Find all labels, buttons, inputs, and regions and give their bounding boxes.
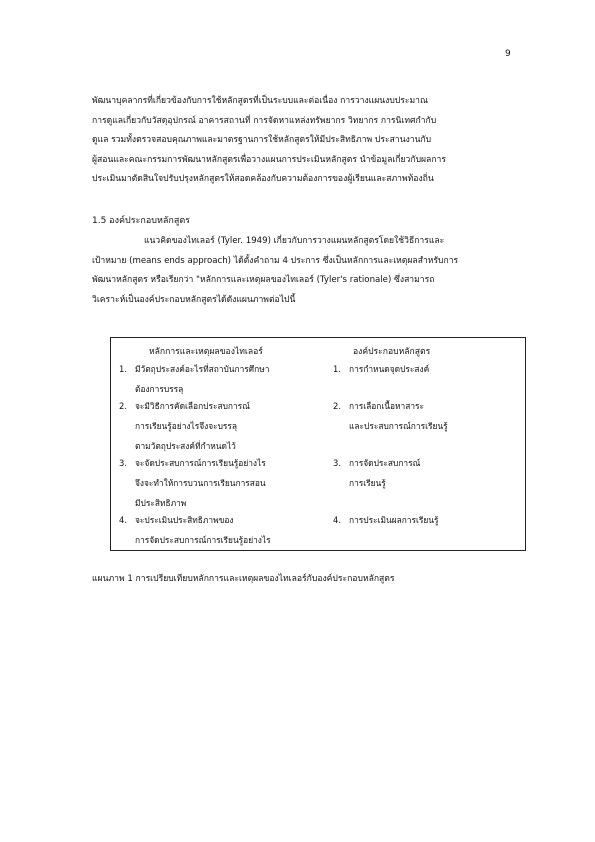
page-number: 9 xyxy=(505,49,511,59)
item-number: 4. xyxy=(333,515,341,525)
item-text: การเรียนรู้อย่างไรจึงจะบรรลุ xyxy=(135,421,238,431)
item-text: มีวัตถุประสงค์อะไรที่สถาบันการศึกษา xyxy=(135,364,270,374)
item-number: 3. xyxy=(333,458,341,468)
item-text: การจัดประสบการณ์ xyxy=(349,458,421,468)
paragraph-line: พัฒนาหลักสูตร หรือเรียกว่า "หลักการและเหตุผลของไทเลอร์ (Tyler's rationale) ซึ่งสามารถ xyxy=(92,275,435,286)
figure-caption: แผนภาพ 1 การเปรียบเทียบหลักการและเหตุผลของไทเลอร์กับองค์ประกอบหลักสูตร xyxy=(92,574,395,584)
item-text: ต้องการบรรลุ xyxy=(135,384,184,394)
right-column-header: องค์ประกอบหลักสูตร xyxy=(353,347,431,357)
item-number: 4. xyxy=(119,515,127,525)
paragraph-line: เป้าหมาย (means ends approach) ได้ตั้งคำถาม 4 ประการ ซึ่งเป็นหลักการและเหตุผลสำหรับการ xyxy=(92,255,459,266)
item-text: จะมีวิธีการคัดเลือกประสบการณ์ xyxy=(135,401,250,411)
comparison-diagram-box xyxy=(110,337,526,551)
item-text: จะจัดประสบการณ์การเรียนรู้อย่างไร xyxy=(135,458,266,468)
paragraph-line: การดูแลเกี่ยวกับวัสดุอุปกรณ์ อาคารสถานที่ การจัดหาแหล่งทรัพยากร วิทยากร การนิเทศกำกับ xyxy=(92,115,437,126)
paragraph-line: แนวคิดของไทเลอร์ (Tyler. 1949) เกี่ยวกับการวางแผนหลักสูตรโดยใช้วิธีการและ xyxy=(144,236,445,246)
item-text: จะประเมินประสิทธิภาพของ xyxy=(135,515,234,525)
paragraph-line: ดูแล รวมทั้งตรวจสอบคุณภาพและมาตรฐานการใช้หลักสูตรให้มีประสิทธิภาพ ประสานงานกับ xyxy=(92,135,432,146)
item-text: การประเมินผลการเรียนรู้ xyxy=(349,515,439,525)
item-text: ตามวัตถุประสงค์ที่กำหนดไว้ xyxy=(135,441,236,451)
item-text: จึงจะทำให้การบวนการเรียนการสอน xyxy=(135,478,266,488)
item-text: มีประสิทธิภาพ xyxy=(135,498,187,508)
item-number: 1. xyxy=(333,364,341,374)
section-heading: 1.5 องค์ประกอบหลักสูตร xyxy=(92,216,191,226)
paragraph-line: วิเคราะห์เป็นองค์ประกอบหลักสูตรได้ดังแผนภาพต่อไปนี้ xyxy=(92,294,296,305)
item-text: การเลือกเนื้อหาสาระ xyxy=(349,401,425,411)
item-text: การเรียนรู้ xyxy=(349,478,386,488)
item-number: 2. xyxy=(119,401,127,411)
item-number: 3. xyxy=(119,458,127,468)
paragraph-1 xyxy=(92,92,518,190)
item-text: การจัดประสบการณ์การเรียนรู้อย่างไร xyxy=(135,535,271,545)
left-column-header: หลักการและเหตุผลของไทเลอร์ xyxy=(149,347,263,357)
item-number: 2. xyxy=(333,401,341,411)
item-number: 1. xyxy=(119,364,127,374)
paragraph-line: พัฒนาบุคลากรที่เกี่ยวข้องกับการใช้หลักสูตรที่เป็นระบบและต่อเนื่อง การวางแผนงบประมาณ xyxy=(92,96,428,106)
paragraph-line: ประเมินมาตัดสินใจปรับปรุงหลักสูตรให้สอดคล้องกับความต้องการของผู้เรียนและสภาพท้องถิ่น xyxy=(92,174,434,185)
item-text: การกำหนดจุดประสงค์ xyxy=(349,364,430,374)
paragraph-line: ผู้สอนและคณะกรรมการพัฒนาหลักสูตรเพื่อวางแผนการประเมินหลักสูตร นำข้อมูลเกี่ยวกับผลการ xyxy=(92,154,446,165)
item-text: และประสบการณ์การเรียนรู้ xyxy=(349,421,448,431)
paragraph-2 xyxy=(92,232,518,310)
